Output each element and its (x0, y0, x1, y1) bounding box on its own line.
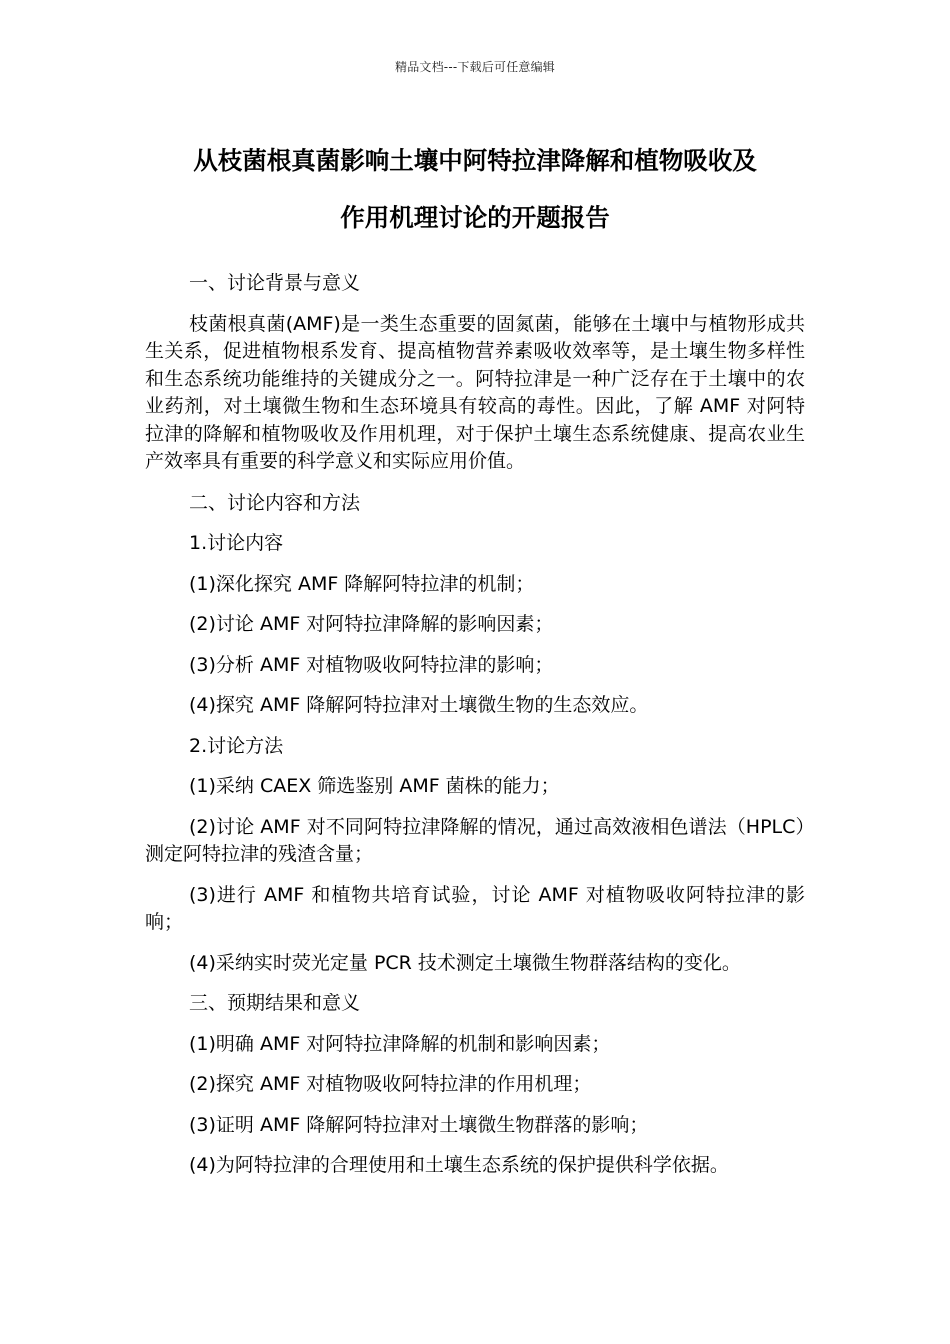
content-item: (3)分析 AMF 对植物吸收阿特拉津的影响； (189, 653, 554, 676)
document-title (120, 132, 830, 246)
result-item: (1)明确 AMF 对阿特拉津降解的机制和影响因素； (189, 1032, 611, 1055)
section-2-subheading-content: 1.讨论内容 (189, 532, 284, 554)
method-item: (3)进行 AMF 和植物共培育试验，讨论 AMF 对植物吸收阿特拉津的影响； (145, 883, 805, 933)
content-item: (4)探究 AMF 降解阿特拉津对土壤微生物的生态效应。 (189, 694, 649, 716)
section-1-heading: 一、讨论背景与意义 (189, 272, 361, 294)
title-line-1: 从枝菌根真菌影响土壤中阿特拉津降解和植物吸收及 (193, 146, 757, 175)
result-item: (4)为阿特拉津的合理使用和土壤生态系统的保护提供科学依据。 (189, 1154, 729, 1176)
title-line-2: 作用机理讨论的开题报告 (340, 203, 610, 232)
content-item: (1)深化探究 AMF 降解阿特拉津的机制； (189, 572, 535, 595)
section-1-paragraph: 枝菌根真菌(AMF)是一类生态重要的固氮菌，能够在土壤中与植物形成共生关系，促进植物根系发育、提高植物营养素吸收效率等，是土壤生物多样性和生态系统功能维持的关键成分之一。阿特拉津是一种广泛存在于土壤中的农业药剂，对土壤微生物和生态环境具有较高的毒性。因此，了解 AMF 对阿特拉津的降解和植物吸收及作用机理，对于保护土壤生态系统健康、提高农业生产效率具有重要的科学意义和实际应用价值。 (145, 312, 805, 472)
method-item: (4)采纳实时荧光定量 PCR 技术测定土壤微生物群落结构的变化。 (189, 951, 741, 974)
section-3-heading: 三、预期结果和意义 (189, 992, 361, 1014)
page-header: 精品文档---下载后可任意编辑 (395, 60, 555, 74)
content-item: (2)讨论 AMF 对阿特拉津降解的影响因素； (189, 613, 554, 635)
section-2-subheading-methods: 2.讨论方法 (189, 734, 284, 757)
method-item: (2)讨论 AMF 对不同阿特拉津降解的情况，通过高效液相色谱法（HPLC）测定阿特拉津的残渣含量； (145, 815, 805, 865)
result-item: (2)探究 AMF 对植物吸收阿特拉津的作用机理； (189, 1073, 592, 1095)
section-2-heading: 二、讨论内容和方法 (189, 491, 361, 514)
result-item: (3)证明 AMF 降解阿特拉津对土壤微生物群落的影响； (189, 1113, 649, 1136)
document-body (145, 270, 805, 1193)
method-item: (1)采纳 CAEX 筛选鉴别 AMF 菌株的能力； (189, 775, 560, 797)
